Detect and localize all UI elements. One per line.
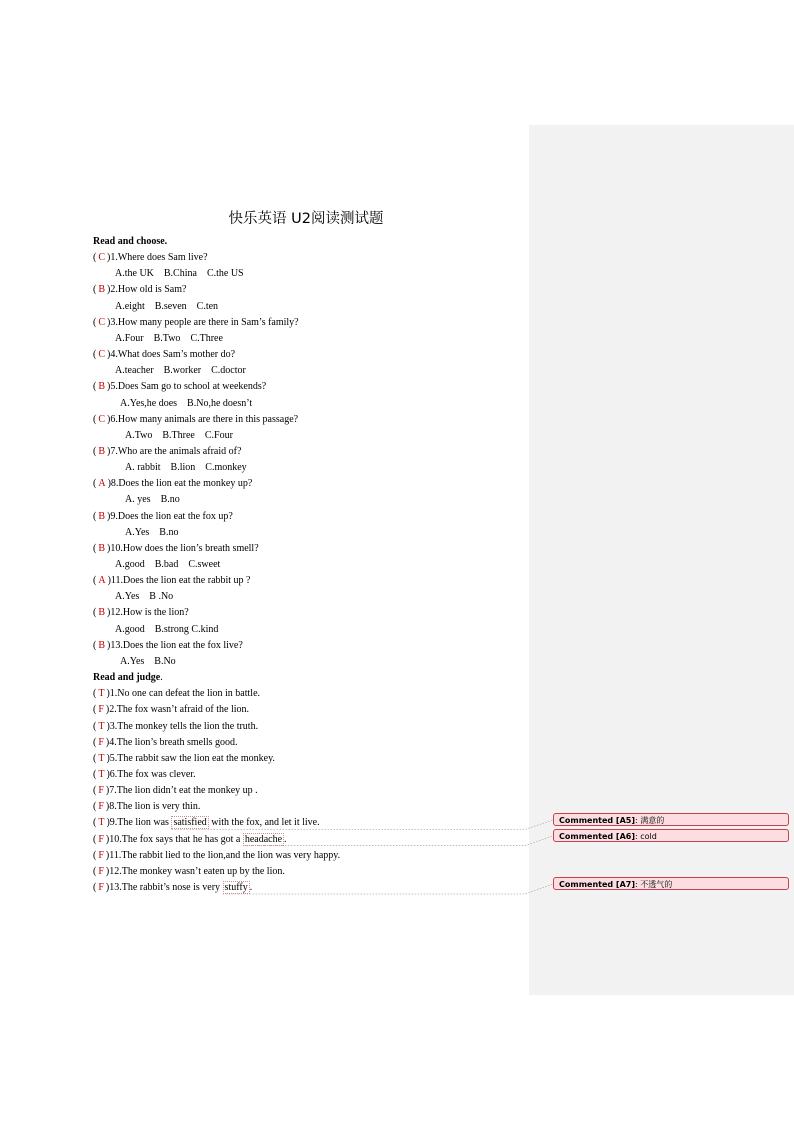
comment-balloon (553, 877, 789, 890)
paren-open: ( (93, 445, 97, 457)
option-item: B.bad (154, 559, 179, 570)
option-item: A. yes (125, 494, 151, 506)
option-item: B.lion (170, 462, 196, 474)
statement-text: )12.The monkey wasn’t eaten up by the lion. (105, 865, 285, 877)
answer-mark: B (98, 607, 106, 619)
answer-mark: B (98, 510, 106, 522)
question-text: )1.Where does Sam live? (107, 252, 208, 264)
options-line (115, 591, 173, 603)
answer-mark: F (98, 849, 104, 861)
option-item: A.eight (115, 300, 145, 312)
options-line (115, 365, 246, 377)
paren-open: ( (93, 752, 97, 764)
answer-mark: F (98, 801, 104, 813)
question-text: )4.What does Sam’s mother do? (107, 349, 236, 361)
answer-mark: B (98, 381, 106, 393)
paren-open: ( (93, 704, 97, 716)
paren-open: ( (93, 865, 97, 877)
options-line (125, 494, 180, 506)
statement-text: )7.The lion didn’t eat the monkey up . (105, 785, 258, 797)
statement-text: )4.The lion’s breath smells good. (105, 736, 238, 748)
option-item: C.sweet (188, 559, 221, 570)
statement-line (93, 882, 252, 894)
question-text: )11.Does the lion eat the rabbit up ? (107, 575, 251, 587)
question-line (93, 349, 235, 361)
question-text: )13.Does the lion eat the fox live? (107, 639, 243, 651)
question-line (93, 381, 266, 393)
question-line (93, 640, 243, 652)
question-line (93, 446, 241, 458)
answer-mark: F (98, 882, 104, 893)
option-item: A.good (115, 559, 145, 570)
question-line (93, 575, 251, 587)
comment-balloon (553, 829, 789, 842)
paren-open: ( (93, 849, 97, 861)
statement-text: )9.The lion was (106, 817, 172, 829)
option-item: A.Yes (125, 526, 150, 538)
comment-text: : cold (635, 832, 657, 841)
question-text: )6.How many animals are there in this passage? (107, 413, 299, 425)
answer-mark: B (98, 445, 106, 457)
paren-open: ( (93, 817, 97, 829)
option-item: B.No,he doesn’t (187, 397, 253, 409)
option-item: B.worker (163, 365, 202, 377)
heading-suffix: . (160, 672, 163, 684)
question-line (93, 252, 208, 264)
question-line (93, 543, 259, 555)
statement-text: )13.The rabbit’s nose is very (105, 882, 223, 893)
paren-open: ( (93, 252, 97, 264)
question-text: )7.Who are the animals afraid of? (107, 445, 242, 457)
option-item: B.no (160, 494, 180, 506)
statement-text: )6.The fox was clever. (106, 768, 196, 780)
answer-mark: T (98, 720, 105, 732)
answer-mark: T (98, 752, 105, 764)
statement-line (93, 769, 196, 781)
options-line (125, 527, 178, 539)
options-line (115, 301, 218, 313)
options-line (120, 656, 176, 668)
option-item: B.No (154, 655, 176, 667)
options-line (115, 624, 218, 636)
statement-text: )8.The lion is very thin. (105, 801, 201, 813)
question-text: )2.How old is Sam? (107, 284, 187, 296)
option-item: B.Three (162, 429, 195, 441)
comment-connector-line (223, 884, 553, 894)
paren-open: ( (93, 768, 97, 780)
statement-line (93, 721, 258, 733)
paren-open: ( (93, 575, 97, 587)
paren-open: ( (93, 478, 97, 490)
paren-open: ( (93, 736, 97, 748)
heading-text: Read and judge (93, 672, 161, 684)
paren-open: ( (93, 688, 97, 700)
answer-mark: B (98, 284, 106, 296)
answer-mark: T (98, 768, 105, 780)
answer-mark: F (98, 785, 104, 797)
statement-line (93, 850, 340, 862)
answer-mark: C (98, 413, 106, 425)
question-text: )10.How does the lion’s breath smell? (107, 542, 259, 554)
section-heading-choose (93, 236, 167, 248)
statement-line (93, 834, 287, 846)
paren-open: ( (93, 349, 97, 361)
option-item: B.no (159, 526, 179, 538)
answer-mark: F (98, 704, 104, 716)
answer-mark: F (98, 736, 104, 748)
answer-mark: B (98, 542, 106, 554)
paren-open: ( (93, 413, 97, 425)
commented-word: stuffy (224, 882, 248, 893)
paren-open: ( (93, 542, 97, 554)
statement-text-after: . (284, 833, 287, 845)
answer-mark: T (98, 688, 105, 700)
paren-open: ( (93, 381, 97, 393)
statement-line (93, 866, 285, 878)
paren-open: ( (93, 639, 97, 651)
option-item: C.doctor (211, 365, 246, 377)
question-text: )3.How many people are there in Sam’s family? (107, 316, 299, 328)
statement-line (93, 704, 249, 716)
paren-open: ( (93, 510, 97, 522)
question-text: )12.How is the lion? (107, 607, 189, 619)
answer-mark: B (98, 639, 106, 651)
option-item: C.the US (206, 268, 244, 280)
paren-open: ( (93, 607, 97, 619)
paren-open: ( (93, 833, 97, 845)
option-item: A.teacher (115, 365, 154, 377)
question-line (93, 511, 233, 523)
option-item: C.ten (196, 300, 219, 312)
comment-label: Commented [A6] (559, 832, 635, 841)
paren-open: ( (93, 785, 97, 797)
options-line (125, 462, 247, 474)
paren-open: ( (93, 801, 97, 813)
answer-mark: F (98, 833, 104, 845)
commented-word: satisfied (173, 817, 207, 829)
option-item: B.seven (154, 300, 187, 312)
statement-text: )3.The monkey tells the lion the truth. (106, 720, 259, 732)
statement-text-after: . (249, 882, 253, 893)
option-item: B.Two (153, 332, 181, 344)
question-line (93, 284, 186, 296)
option-item: A.Two (125, 429, 153, 441)
statement-text: )11.The rabbit lied to the lion,and the lion was very happy. (105, 849, 341, 861)
statement-line (93, 785, 258, 797)
document-title: 快乐英语 U2阅读测试题 (228, 211, 384, 227)
options-line (115, 333, 223, 345)
statement-text: )1.No one can defeat the lion in battle. (106, 688, 261, 700)
option-item: A.Four (115, 332, 144, 344)
question-line (93, 478, 252, 490)
section-heading-judge (93, 672, 163, 684)
question-text: )8.Does the lion eat the monkey up? (107, 478, 253, 490)
answer-mark: A (98, 575, 106, 587)
answer-mark: C (98, 316, 106, 328)
paren-open: ( (93, 316, 97, 328)
option-item: B.China (163, 268, 197, 280)
comment-label: Commented [A5] (559, 816, 635, 825)
comment-text: : 满意的 (635, 816, 665, 825)
statement-line (93, 688, 260, 700)
option-item: A.the UK (115, 268, 154, 280)
option-item: A.Yes,he does (120, 397, 178, 409)
question-line (93, 607, 189, 619)
option-item: A.Yes (115, 591, 140, 603)
option-item: B.strong C.kind (154, 623, 219, 635)
statement-line (93, 817, 320, 829)
option-item: A. rabbit (125, 462, 161, 474)
option-item: A.good (115, 623, 145, 635)
question-line (93, 317, 299, 329)
options-line (120, 398, 252, 410)
statement-line (93, 753, 275, 765)
options-line (115, 559, 220, 571)
statement-line (93, 801, 200, 813)
options-line (125, 430, 233, 442)
statement-text: )5.The rabbit saw the lion eat the monkey. (106, 752, 275, 764)
paren-open: ( (93, 720, 97, 732)
paren-open: ( (93, 284, 97, 296)
option-item: C.Four (204, 429, 233, 441)
commented-word: headache (244, 833, 283, 845)
question-text: )9.Does the lion eat the fox up? (107, 510, 233, 522)
option-item: B .No (149, 591, 174, 603)
answer-mark: A (98, 478, 106, 490)
answer-mark: T (98, 817, 105, 829)
comment-text: : 不透气的 (635, 880, 673, 889)
comment-connector-line (243, 833, 553, 846)
statement-text-after: with the fox, and let it live. (208, 817, 320, 829)
question-line (93, 414, 298, 426)
comment-balloon (553, 813, 789, 826)
statement-line (93, 737, 238, 749)
option-item: C.monkey (205, 462, 247, 474)
answer-mark: C (98, 349, 106, 361)
option-item: A.Yes (120, 655, 145, 667)
statement-text: )10.The fox says that he has got a (105, 833, 243, 845)
paren-open: ( (93, 882, 97, 893)
options-line (115, 268, 244, 280)
heading-text: Read and choose. (93, 236, 168, 247)
comment-label: Commented [A7] (559, 880, 635, 889)
question-text: )5.Does Sam go to school at weekends? (107, 381, 267, 393)
option-item: C.Three (190, 332, 223, 344)
answer-mark: C (98, 252, 106, 264)
answer-mark: F (98, 865, 104, 877)
statement-text: )2.The fox wasn’t afraid of the lion. (105, 704, 250, 716)
